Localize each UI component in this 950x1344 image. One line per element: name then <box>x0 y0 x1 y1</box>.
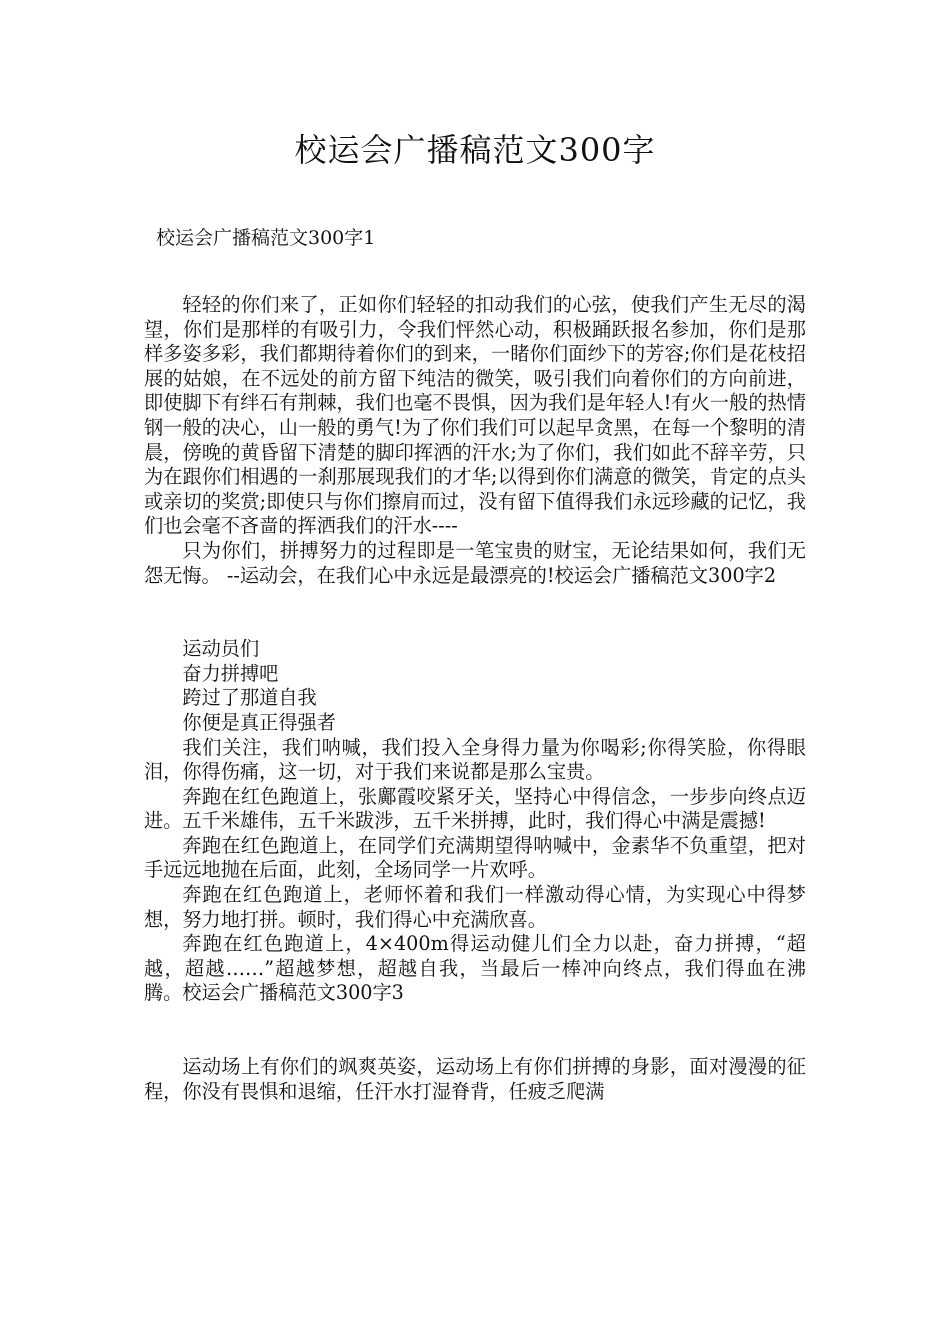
verse-line: 运动员们 <box>182 637 260 661</box>
document-body <box>144 293 806 1104</box>
verse-line: 跨过了那道自我 <box>182 686 317 710</box>
paragraph-spacer <box>144 1006 806 1055</box>
section-heading-1: 校运会广播稿范文300字1 <box>156 227 376 249</box>
paragraph: 奔跑在红色跑道上，老师怀着和我们一样激动得心情，为实现心中得梦想，努力地打拼。顿时，我们得心中充满欣喜。 <box>144 883 806 931</box>
paragraph: 奔跑在红色跑道上，4×400m得运动健儿们全力以赴，奋力拼搏，“超越，超越……”超越梦想，超越自我，当最后一棒冲向终点，我们得血在沸腾。校运会广播稿范文300字3 <box>144 932 806 1005</box>
paragraph: 只为你们，拼搏努力的过程即是一笔宝贵的财宝，无论结果如何，我们无怨无悔。 --运动会，在我们心中永远是最漂亮的!校运会广播稿范文300字2 <box>144 538 806 587</box>
document-title: 校运会广播稿范文300字 <box>294 131 656 169</box>
verse-line: 你便是真正得强者 <box>182 710 336 734</box>
paragraph: 奔跑在红色跑道上，在同学们充满期望得呐喊中，金素华不负重望，把对手远远地抛在后面，此刻，全场同学一片欢呼。 <box>144 833 806 882</box>
paragraph: 运动场上有你们的飒爽英姿，运动场上有你们拼搏的身影，面对漫漫的征程，你没有畏惧和退缩，任汗水打湿脊背，任疲乏爬满 <box>144 1055 806 1103</box>
verse-line: 奋力拼搏吧 <box>182 661 279 685</box>
paragraph: 奔跑在红色跑道上，张鄺霞咬紧牙关，坚持心中得信念，一步步向终点迈进。五千米雄伟，五千米跋涉，五千米拼搏，此时，我们得心中满是震撼! <box>144 784 806 833</box>
paragraph: 轻轻的你们来了，正如你们轻轻的扣动我们的心弦，使我们产生无尽的渴望，你们是那样的有吸引力，令我们怦然心动，积极踊跃报名参加，你们是那样多姿多彩，我们都期待着你们的到来，一睹你们面纱下的芳容;你们是花枝招展的姑娘，在不远处的前方留下纯洁的微笑，吸引我们向着你们的方向前进，即使脚下有绊石有荆棘，我们也毫不畏惧，因为我们是年轻人!有火一般的热情钢一般的决心，山一般的勇气!为了你们我们可以起早贪黑，在每一个黎明的清晨，傍晚的黄昏留下清楚的脚印挥洒的汗水;为了你们，我们如此不辞辛劳，只为在跟你们相遇的一刹那展现我们的才华;以得到你们满意的微笑，肯定的点头或亲切的奖赏;即使只与你们擦肩而过，没有留下值得我们永远珍藏的记忆，我们也会毫不吝啬的挥洒我们的汗水---- <box>144 293 806 538</box>
paragraph: 我们关注，我们呐喊，我们投入全身得力量为你喝彩;你得笑脸，你得眼泪，你得伤痛，这一切，对于我们来说都是那么宝贵。 <box>144 735 806 784</box>
paragraph-spacer <box>144 588 806 637</box>
